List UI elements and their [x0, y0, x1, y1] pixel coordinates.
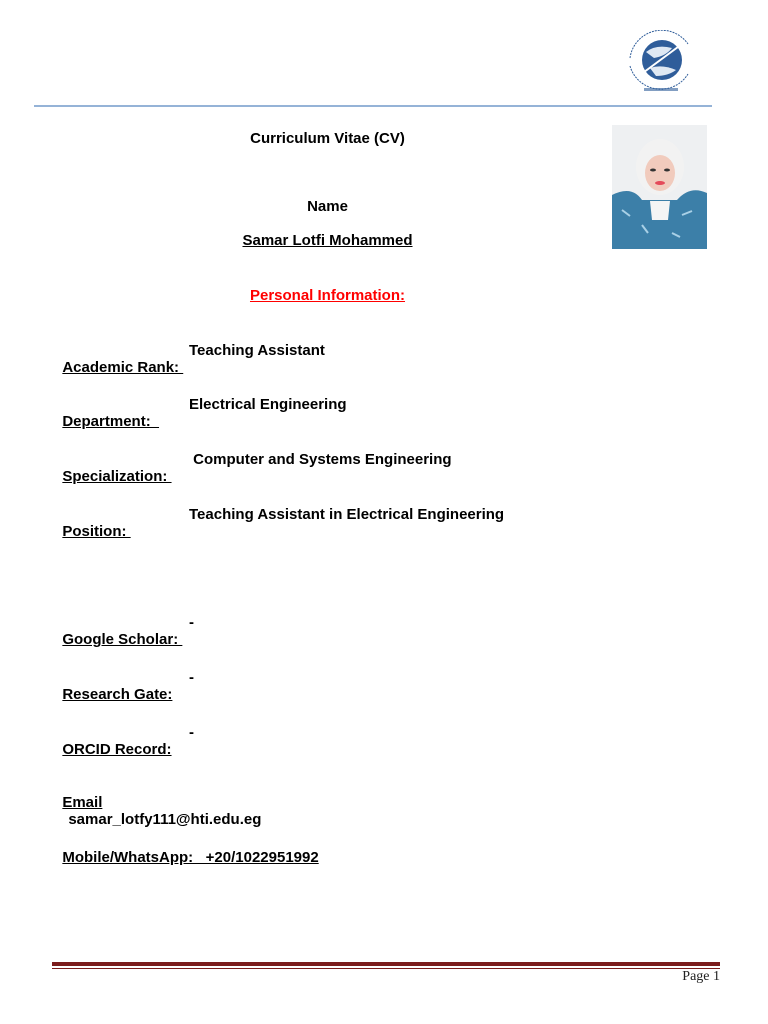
field-value: Electrical Engineering [189, 396, 347, 413]
link-value: - [189, 614, 194, 631]
profile-photo [612, 125, 707, 249]
field-row [54, 451, 554, 502]
field-row [54, 342, 554, 393]
profile-link-row [54, 614, 354, 665]
field-row [54, 506, 554, 557]
link-label: Research Gate: [62, 686, 173, 703]
name-value-wrap [0, 232, 655, 249]
field-value: Teaching Assistant [189, 342, 325, 359]
section-heading-wrap [0, 287, 655, 304]
link-value: - [189, 669, 194, 686]
link-value: - [189, 724, 194, 741]
profile-link-row [54, 669, 354, 720]
footer-divider-thin [52, 968, 720, 969]
name-value: Samar Lotfi Mohammed [242, 232, 413, 249]
field-value: Computer and Systems Engineering [189, 451, 452, 468]
name-label: Name [307, 198, 348, 215]
field-label: Department: [62, 413, 160, 430]
email-row [54, 777, 454, 828]
section-heading: Personal Information: [249, 287, 406, 304]
field-label: Academic Rank: [62, 359, 184, 376]
field-value: Teaching Assistant in Electrical Engineering [189, 506, 505, 523]
field-label: Position: [62, 523, 131, 540]
institute-logo [622, 30, 698, 98]
field-label: Specialization: [62, 468, 172, 485]
email-value[interactable]: samar_lotfy111@hti.edu.eg [68, 811, 262, 828]
header-divider [34, 105, 712, 107]
mobile-row [54, 832, 454, 866]
profile-link-row [54, 724, 354, 775]
document-title: Curriculum Vitae (CV) [250, 130, 405, 147]
link-label: ORCID Record: [62, 741, 172, 758]
mobile-label: Mobile/WhatsApp: +20/1022951992 [62, 849, 319, 866]
link-label: Google Scholar: [62, 631, 183, 648]
footer-divider [52, 962, 720, 966]
field-row [54, 396, 554, 447]
email-label: Email [62, 794, 103, 811]
page-number: Page 1 [682, 969, 720, 984]
